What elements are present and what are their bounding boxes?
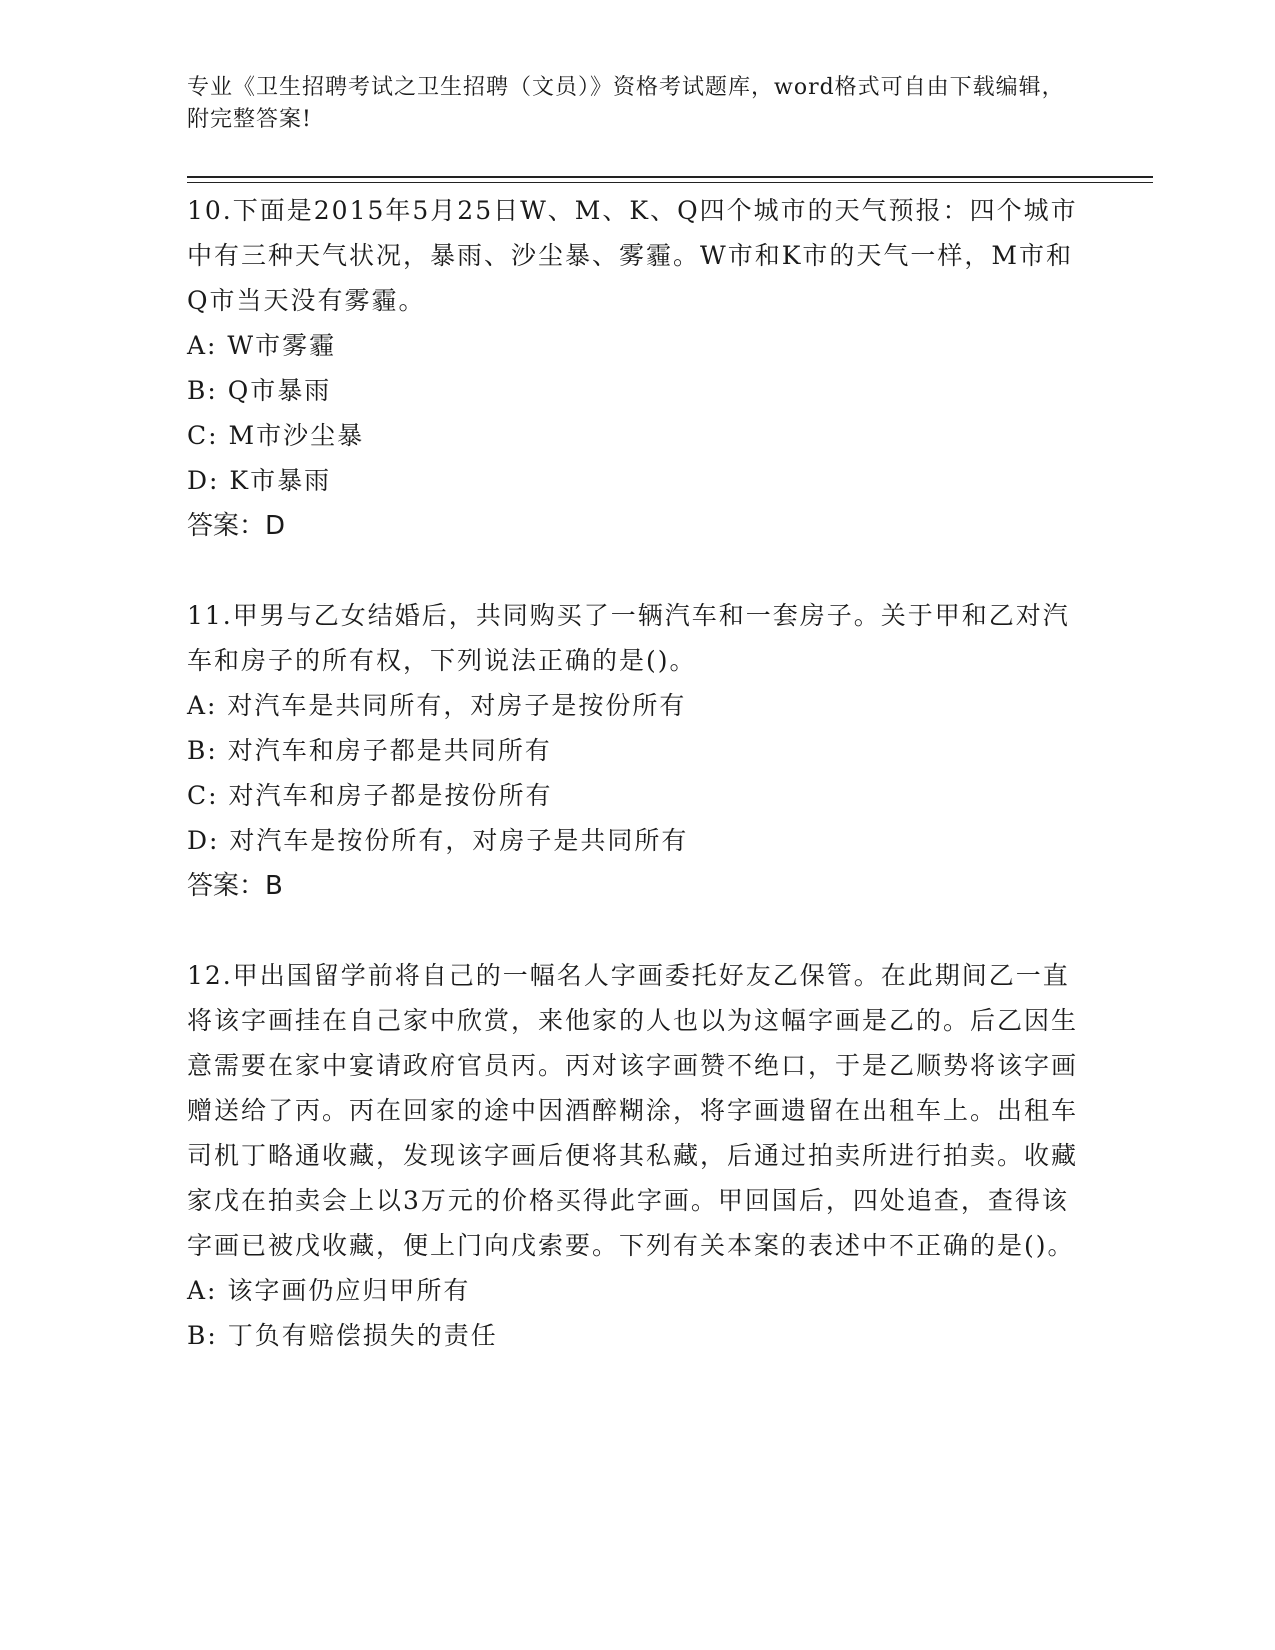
answer: 答案：D <box>187 511 286 541</box>
option-b: B: 丁负有赔偿损失的责任 <box>187 1321 498 1350</box>
question-11 <box>187 593 1087 909</box>
header-rule-thin <box>187 182 1153 183</box>
option-d: D: K市暴雨 <box>187 466 332 495</box>
answer: 答案：B <box>187 871 283 901</box>
option-b: B: 对汽车和房子都是共同所有 <box>187 736 552 765</box>
question-stem: 10.下面是2015年5月25日W、M、K、Q四个城市的天气预报：四个城市中有三种天气状况，暴雨、沙尘暴、雾霾。W市和K市的天气一样，M市和Q市当天没有雾霾。 <box>187 196 1078 315</box>
option-c: C: M市沙尘暴 <box>187 421 365 450</box>
option-a: A: 对汽车是共同所有，对房子是按份所有 <box>187 691 687 720</box>
document-header: 专业《卫生招聘考试之卫生招聘（文员）》资格考试题库，word格式可自由下载编辑，附完整答案! <box>187 75 1065 132</box>
question-stem: 11.甲男与乙女结婚后，共同购买了一辆汽车和一套房子。关于甲和乙对汽车和房子的所有权，下列说法正确的是()。 <box>187 601 1070 675</box>
option-a: A: W市雾霾 <box>187 331 337 360</box>
option-a: A: 该字画仍应归甲所有 <box>187 1276 471 1305</box>
question-list <box>187 188 1087 1358</box>
header-rule-thick <box>187 176 1153 178</box>
question-10 <box>187 188 1087 549</box>
option-b: B: Q市暴雨 <box>187 376 332 405</box>
option-d: D: 对汽车是按份所有，对房子是共同所有 <box>187 826 689 855</box>
question-stem: 12.甲出国留学前将自己的一幅名人字画委托好友乙保管。在此期间乙一直将该字画挂在自己家中欣赏，来他家的人也以为这幅字画是乙的。后乙因生意需要在家中宴请政府官员丙。丙对该字画赞不绝口，于是乙顺势将该字画赠送给了丙。丙在回家的途中因酒醉糊涂，将字画遗留在出租车上。出租车司机丁略通收藏，发现该字画后便将其私藏，后通过拍卖所进行拍卖。收藏家戊在拍卖会上以3万元的价格买得此字画。甲回国后，四处追查，查得该字画已被戊收藏，便上门向戊索要。下列有关本案的表述中不正确的是()。 <box>187 961 1079 1260</box>
question-12 <box>187 953 1087 1358</box>
option-c: C: 对汽车和房子都是按份所有 <box>187 781 553 810</box>
